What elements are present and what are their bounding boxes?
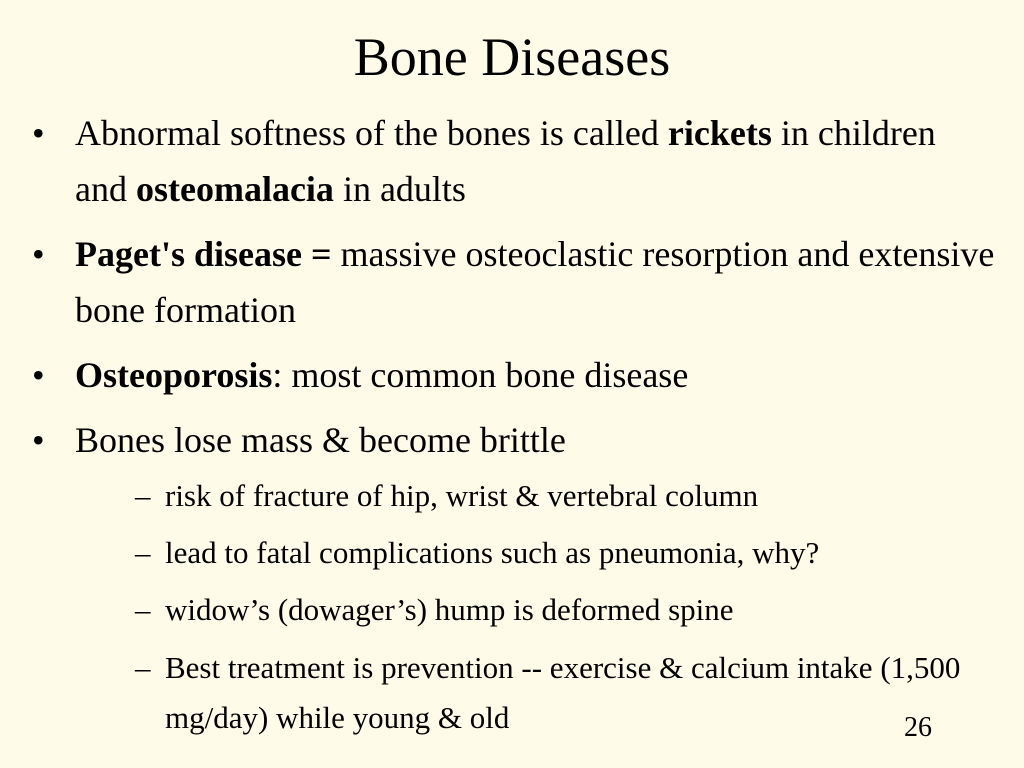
- page-number: 26: [904, 712, 932, 743]
- bullet-text-segment: in adults: [333, 169, 466, 209]
- bullet-rickets-osteomalacia: [30, 105, 995, 217]
- bullet-text-segment: massive osteoclastic resorption and extensive bone formation: [75, 234, 995, 330]
- term-rickets: rickets: [667, 113, 772, 153]
- slide-title: Bone Diseases: [353, 27, 671, 87]
- bullet-text-segment: Abnormal softness of the bones is called: [75, 113, 668, 153]
- term-osteomalacia: osteomalacia: [135, 169, 334, 209]
- bullet-bones-lose-mass: [30, 412, 995, 468]
- term-osteoporosis: Osteoporosis: [75, 355, 273, 395]
- bullet-text-segment: in children and: [75, 113, 936, 209]
- sub-bullet-dowagers-hump: – widow’s (dowager’s) hump is deformed spine: [120, 586, 1000, 634]
- bullet-text-segment: Bones lose mass & become brittle: [75, 420, 566, 460]
- term-pagets-disease: Paget's disease =: [75, 234, 341, 274]
- sub-bullet-list: [120, 472, 1000, 752]
- sub-bullet-best-treatment: – Best treatment is prevention -- exercise & calcium intake (1,500 mg/day) while young & old: [120, 643, 1000, 743]
- bullet-pagets-disease: [30, 226, 995, 338]
- bullet-text-segment: : most common bone disease: [272, 355, 689, 395]
- sub-bullet-fatal-complications: – lead to fatal complications such as pneumonia, why?: [120, 529, 1000, 577]
- sub-bullet-fracture-risk: – risk of fracture of hip, wrist & vertebral column: [120, 472, 1000, 520]
- bullet-osteoporosis: [30, 347, 995, 403]
- bullet-list: [30, 105, 995, 477]
